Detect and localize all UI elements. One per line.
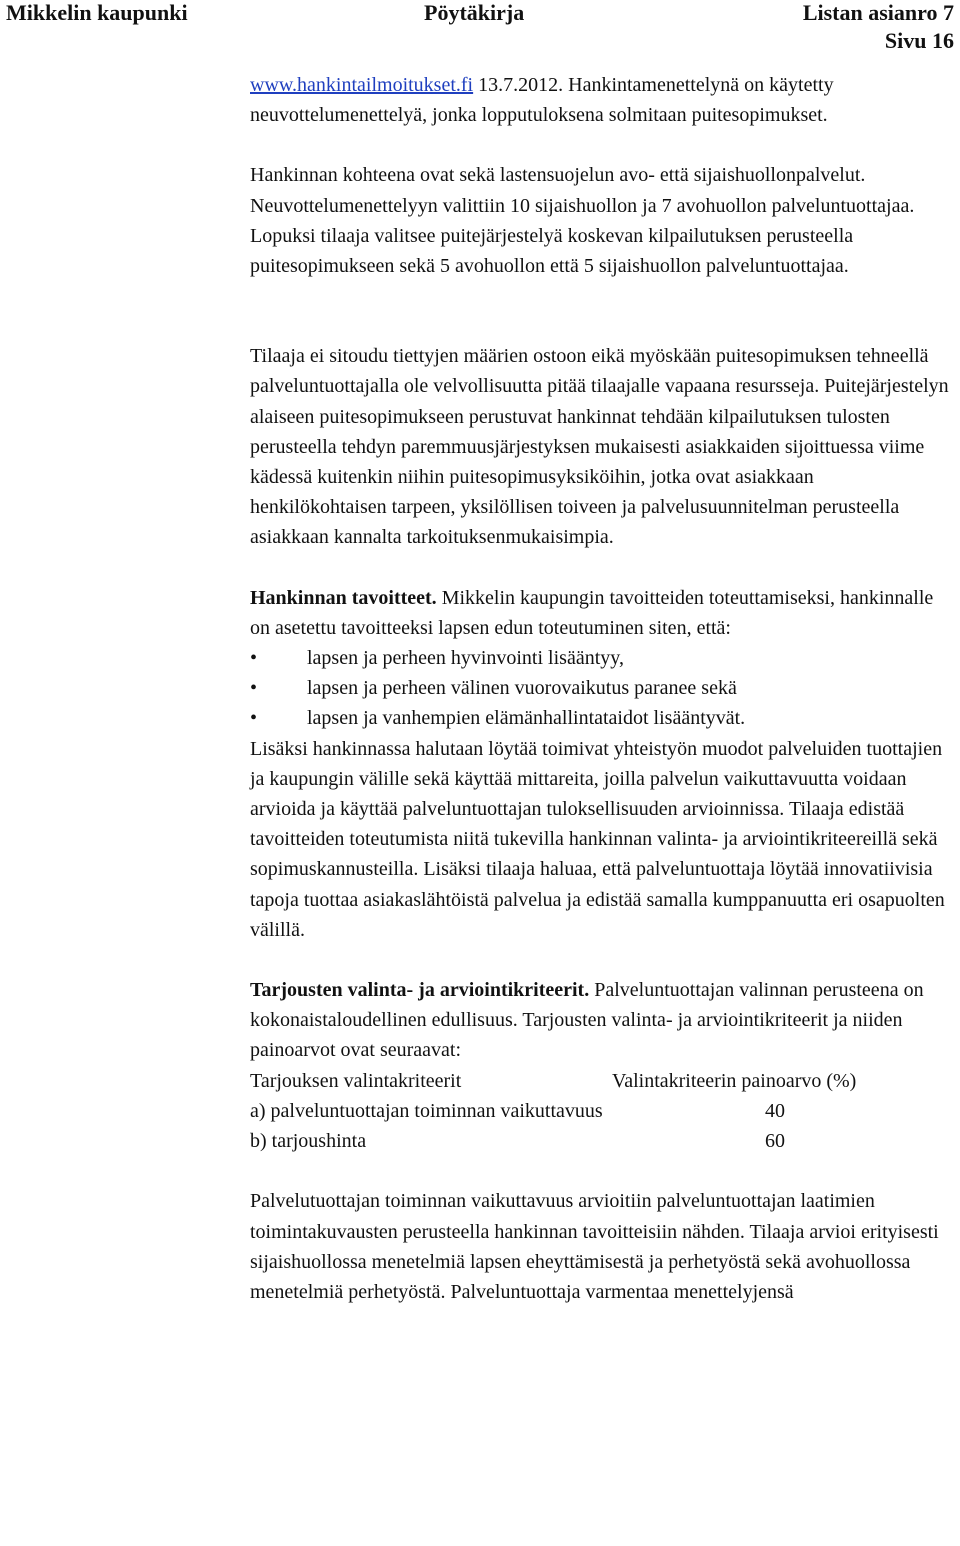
criteria-row — [250, 1096, 955, 1126]
weight-column-header: Valintakriteerin painoarvo (%) — [612, 1069, 857, 1092]
list-item-text: lapsen ja perheen välinen vuorovaikutus paranee sekä — [307, 677, 737, 700]
bullet-icon: • — [250, 707, 258, 730]
criteria-lead: Palveluntuottajan valinnan perusteena on kokonaistaloudellinen edullisuus. Tarjousten valinta- ja arviointikriteerit ja niiden painoarvot ovat seuraavat: — [250, 979, 924, 1062]
criteria-header-row — [250, 1066, 955, 1096]
criteria-label: b) tarjoushinta — [250, 1130, 367, 1153]
intro-text: 13.7.2012. Hankintamenettelynä on käytetty neuvottelumenettelyä, jonka lopputuloksena solmitaan puitesopimukset. — [250, 74, 834, 127]
criteria-heading: Tarjousten valinta- ja arviointikriteerit. — [250, 979, 590, 1002]
criteria-column-header: Tarjouksen valintakriteerit — [250, 1069, 462, 1092]
goals-heading: Hankinnan tavoitteet. — [250, 586, 437, 609]
goals-list — [250, 643, 955, 734]
list-item-text: lapsen ja perheen hyvinvointi lisääntyy, — [307, 647, 624, 670]
hankintailmoitukset-link[interactable]: www.hankintailmoitukset.fi — [250, 74, 474, 96]
criteria-weight: 60 — [765, 1130, 785, 1153]
goals-paragraph — [250, 583, 955, 643]
header-document-type: Pöytäkirja — [424, 0, 525, 25]
page-header — [0, 0, 960, 26]
bullet-icon: • — [250, 647, 258, 670]
bullet-icon: • — [250, 677, 258, 700]
intro-paragraph — [250, 70, 955, 130]
list-item — [250, 703, 955, 733]
page-number: Sivu 16 — [884, 28, 954, 53]
header-organization: Mikkelin kaupunki — [6, 0, 188, 25]
subject-paragraph: Hankinnan kohteena ovat sekä lastensuojelun avo- että sijaishuollonpalvelut. Neuvottelumenettelyyn valittiin 10 sijaishuollon ja 7 avohuollon palveluntuottajaa. Lopuksi tilaaja valitsee puitejärjestelyä koskevan kilpailutuksen perusteella puitesopimukseen sekä 5 avohuollon että 5 sijaishuollon palveluntuottajaa. — [250, 164, 915, 278]
criteria-row — [250, 1126, 955, 1156]
evaluation-paragraph: Palvelutuottajan toiminnan vaikuttavuus arvioitiin palveluntuottajan laatimien toimintakuvausten perusteella hankinnan tavoitteisiin nähden. Tilaaja arvioi erityisesti sijaishuollossa menetelmiä lapsen eheyttämisestä ja perhetyöstä sekä avohuollossa menetelmiä perhetyöstä. Palveluntuottaja varmentaa menettelyjensä — [250, 1190, 939, 1303]
document-body — [250, 70, 955, 1307]
header-item-number: Listan asianro 7 — [802, 0, 954, 25]
list-item — [250, 673, 955, 703]
criteria-label: a) palveluntuottajan toiminnan vaikuttavuus — [250, 1099, 603, 1122]
list-item — [250, 643, 955, 673]
criteria-paragraph — [250, 975, 955, 1066]
criteria-weight: 40 — [765, 1099, 785, 1122]
commitment-paragraph: Tilaaja ei sitoudu tiettyjen määrien ostoon eikä myöskään puitesopimuksen tehneellä palveluntuottajalla ole velvollisuutta pitää tilaajalle vapaana resursseja. Puitejärjestelyn alaiseen puitesopimukseen perustuvat hankinnat tehdään kilpailutuksen tulosten perusteella tehdyn paremmuusjärjestyksen mukaisesti asiakkaiden sijoittuessa viime kädessä kuitenkin niihin puitesopimusyksiköihin, jotka ovat asiakkaan henkilökohtaisen tarpeen, yksilöllisen toiveen ja palvelusuunnitelman perusteella asiakkaan kannalta tarkoituksenmukaisimpia. — [250, 345, 949, 549]
goals-lead: Mikkelin kaupungin tavoitteiden toteuttamiseksi, hankinnalle on asetettu tavoitteeksi lapsen edun toteutuminen siten, että: — [250, 586, 934, 639]
goals-continuation-paragraph: Lisäksi hankinnassa halutaan löytää toimivat yhteistyön muodot palveluiden tuottajien ja kaupungin välille sekä käyttää mittareita, joilla palvelun vaikuttavuutta voidaan arvioida ja käyttää palveluntuottajan tuloksellisuuden arvioinnissa. Tilaaja edistää tavoitteiden toteutumista niitä tukevilla hankinnan valinta- ja arviointikriteereillä sekä sopimuskannusteilla. Lisäksi tilaaja haluaa, että palveluntuottaja löytää innovatiivisia tapoja tuottaa asiakaslähtöistä palvelua ja edistää samalla kumppanuutta eri osapuolten välillä. — [250, 737, 945, 941]
list-item-text: lapsen ja vanhempien elämänhallintataidot lisääntyvät. — [307, 707, 746, 730]
